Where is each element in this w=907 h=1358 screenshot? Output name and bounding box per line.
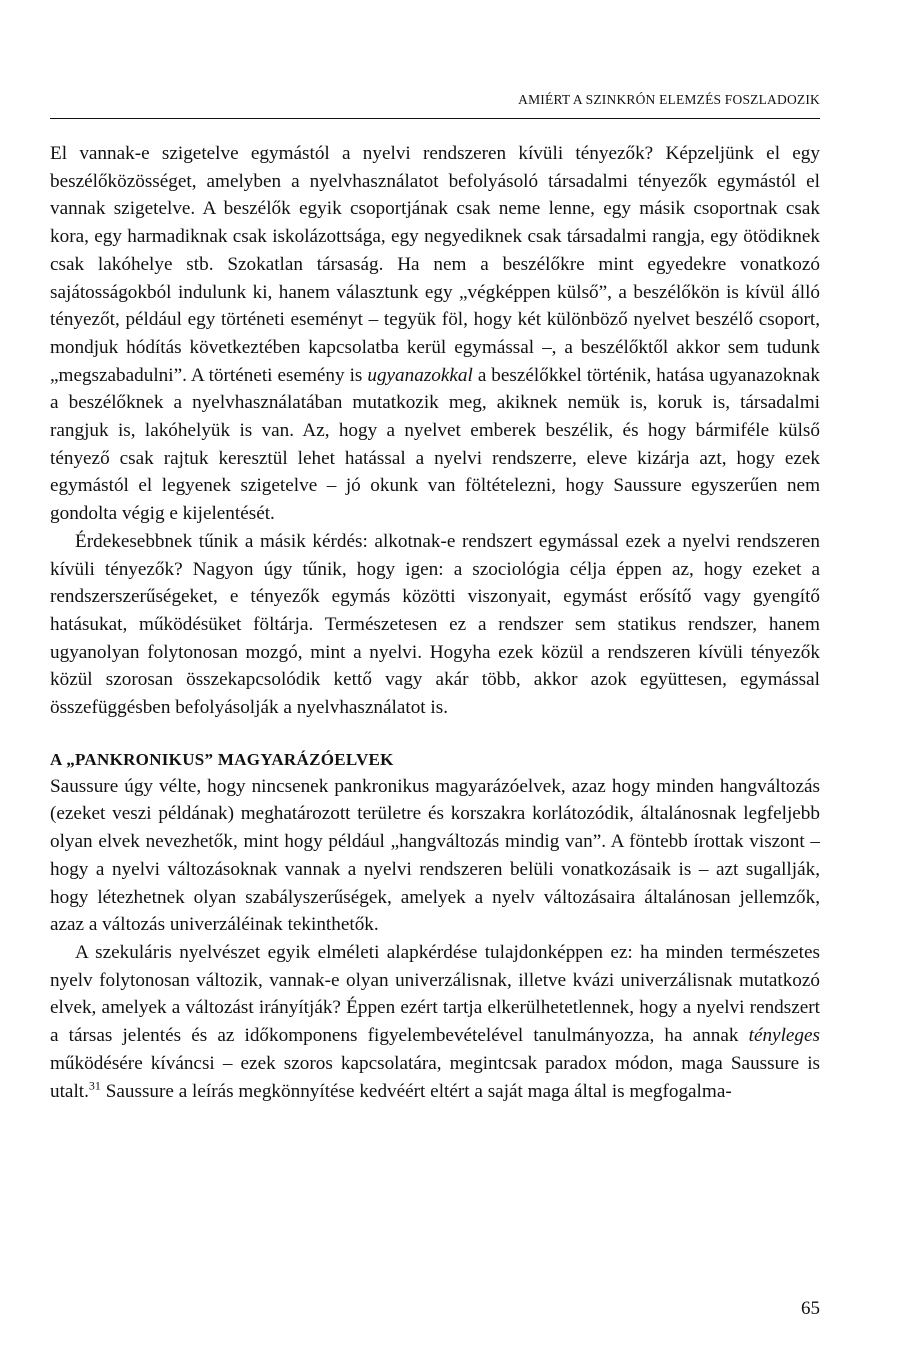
page-number: 65 [801, 1298, 820, 1319]
paragraph-2: Érdekesebbnek tűnik a másik kérdés: alkotnak-e rendszert egymással ezek a nyelvi rendszeren kívüli tényezők? Nagyon úgy tűnik, hogy igen: a szociológia célja éppen az, hogy ezeket a rendszerszerűségeket, e tényezők egymás közötti viszonyait, egymást erősítő vagy gyengítő hatásukat, működésüket föltárja. Természetesen ez a rendszer sem statikus rendszer, hanem ugyanolyan folytonosan mozgó, mint a nyelvi. Hogyha ezek közül a rendszeren kívüli tényezők közül szorosan összekapcsolódik kettő vagy akár több, akkor azok együttesen, egymással összefüggésben befolyásolják a nyelvhasználatot is. [50, 530, 820, 719]
paragraph-4 [50, 939, 820, 1105]
paragraph-4-text-c: Saussure a leírás megkönnyítése kedvéért eltért a saját maga által is megfogalma- [100, 1080, 732, 1102]
header-rule [50, 118, 820, 119]
section-heading: A „PANKRONIKUS” MAGYARÁZÓELVEK [50, 749, 394, 769]
paragraph-4-text-b: működésére kíváncsi – ezek szoros kapcsolatára, megintcsak paradox módon, maga Saussure is utalt. [50, 1052, 820, 1102]
paragraph-1-text-a: El vannak-e szigetelve egymástól a nyelvi rendszeren kívüli tényezők? Képzeljünk el egy beszélőközösséget, amelyben a nyelvhasználatot befolyásoló társadalmi tényezők egymástól el vannak szigetelve. A beszélők egyik csoportjának csak neme lenne, egy másik csoportnak csak kora, egy harmadiknak csak iskolázottsága, egy negyediknek csak társadalmi rangja, egy ötödiknek csak lakóhelye stb. Szokatlan társaság. Ha nem a beszélőkre mint egyedekre vonatkozó sajátosságokból indulunk ki, hanem választunk egy „végképpen külső”, a beszélőkön is kívül álló tényezőt, például egy történeti eseményt – tegyük föl, hogy két különböző nyelvet beszélő csoport, mondjuk hódítás következtében kapcsolatba kerül egymással –, a beszélőktől akkor sem tudunk „megszabadulni”. A történeti esemény is [50, 143, 820, 386]
paragraph-3: Saussure úgy vélte, hogy nincsenek pankronikus magyarázóelvek, azaz hogy minden hangváltozás (ezeket veszi példának) meghatározott területre és korszakra korlátozódik, általánosnak legfeljebb olyan elvek nevezhetők, mint hogy például „hangváltozás mindig van”. A föntebb írottak viszont – hogy a nyelvi változásoknak vannak a nyelvi rendszeren belüli vonatkozásaik is – azt sugallják, hogy létezhetnek olyan szabályszerűségek, amelyek a nyelv változásaira általánosan jellemzők, azaz a változás univerzáléinak tekinthetők. [50, 775, 820, 936]
body-text [50, 140, 820, 1105]
emphasis-ugyanazokkal: ugyanazokkal [367, 364, 473, 386]
section-spacer [50, 722, 820, 746]
paragraph-4-text-a: A szekuláris nyelvészet egyik elméleti alapkérdése tulajdonképpen ez: ha minden természetes nyelv folytonosan változik, vannak-e olyan univerzálisnak, illetve kvázi univerzálisnak mutatkozó elvek, amelyek a változást irányítják? Éppen ezért tartja elkerülhetetlennek, hogy a nyelvi rendszert a társas jelentés és az időkomponens figyelembevételével tanulmányozza, ha annak [50, 941, 820, 1047]
paragraph-1 [50, 140, 820, 528]
running-header: AMIÉRT A SZINKRÓN ELEMZÉS FOSZLADOZIK [518, 92, 820, 107]
emphasis-tenyleges: tényleges [748, 1025, 820, 1047]
footnote-reference[interactable]: 31 [88, 1078, 101, 1093]
paragraph-1-text-b: a beszélőkkel történik, hatása ugyanazoknak a beszélőknek a nyelvhasználatában mutatkozik meg, akiknek nemük is, koruk is, társadalmi rangjuk is, lakóhelyük is van. Az, hogy a nyelvet emberek beszélik, és hogy bármiféle külső tényező csak rajtuk keresztül lehet hatással a nyelvi rendszerre, eleve kizárja azt, hogy ezek egymástól el legyenek szigetelve – jó okunk van föltételezni, hogy Saussure egyszerűen nem gondolta végig e kijelentését. [50, 364, 820, 525]
